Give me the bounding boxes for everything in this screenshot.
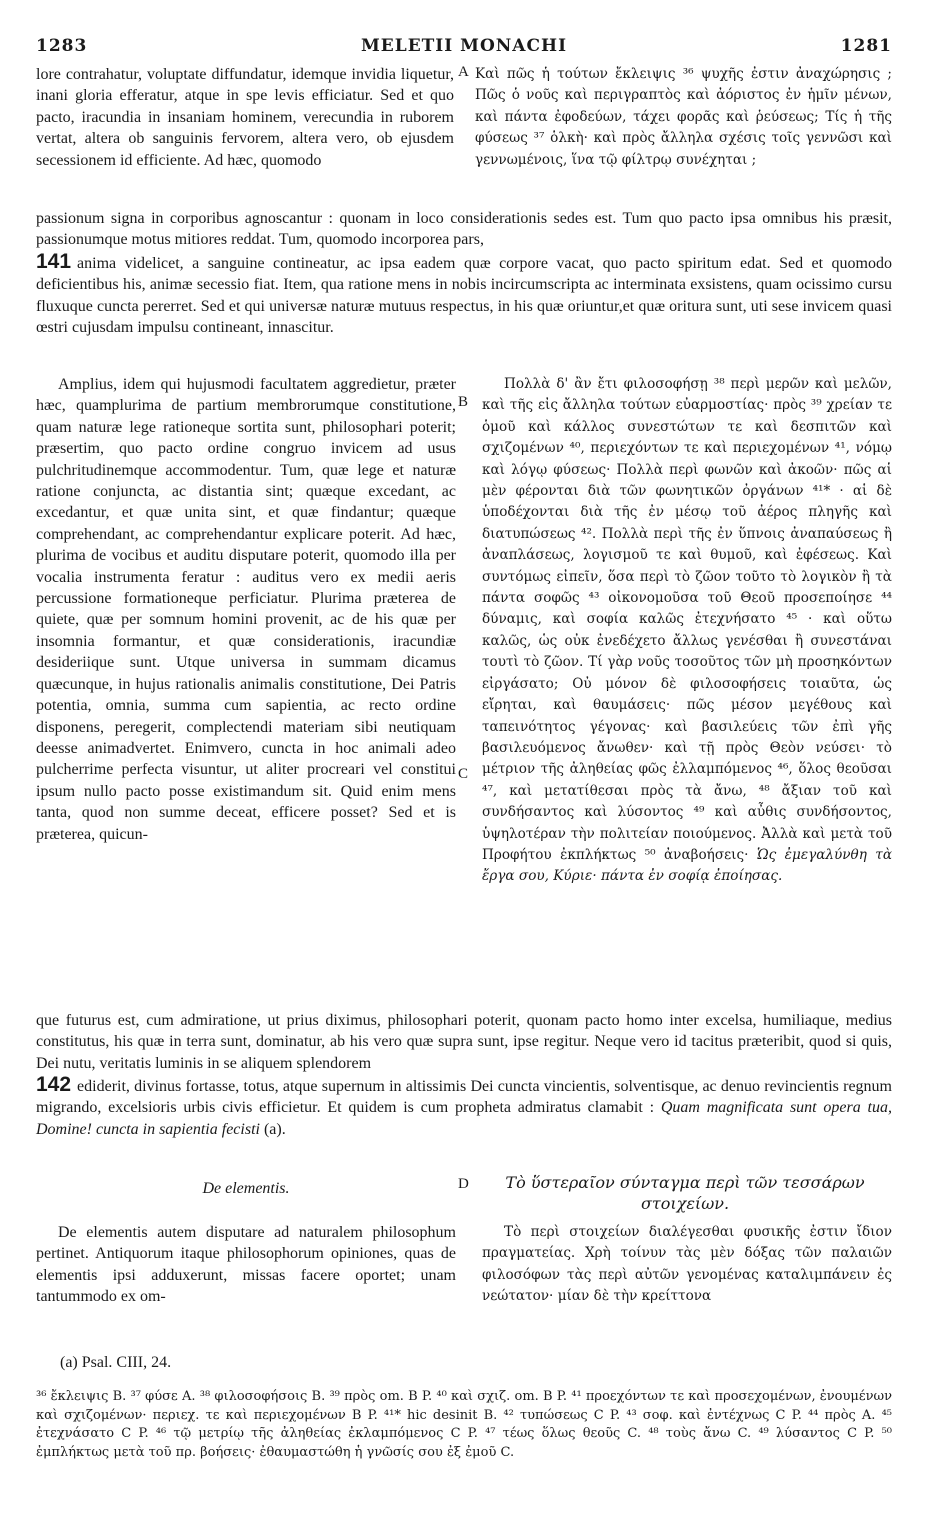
greek-text-section: Τὸ περὶ στοιχείων διαλέγεσθαι φυσικῆς ἐστιν ἴδιον πραγματείας. Χρὴ τοίνυν τὰς μὲν δόξας τῶν παλαιῶν φιλοσόφων τὰς περὶ αὐτῶν γενομένας καταλιμπάνειν ἐς νεώτατον· μίαν δὲ τὴν κρείττονα <box>482 1224 892 1305</box>
latin-text-full-2a: que futurus est, cum admiratione, ut prius diximus, philosophari poterit, quonam pacto homo inter excelsa, humiliaque, medius constitutus, his quæ in terra sunt, dominatur, ab his vero quæ supra sunt, ipse regitur. Neque vero id tacitus præteribit, quod si quis, Dei nutu, veritatis luminis in se aliquem splendorem <box>36 1012 892 1072</box>
greek-psalm-quote: Ὡς ἐμεγαλύνθη τὰ ἔργα σου, Κύριε· πάντα ἐν σοφίᾳ ἐποίησας. <box>482 846 892 885</box>
section-heading-greek: Τὸ ὕστεραῖον σύνταγμα περὶ τῶν τεσσάρων στοιχείων. <box>505 1173 865 1213</box>
margin-letter-d: D <box>458 1176 469 1192</box>
column-number-142: 142 <box>36 1073 72 1096</box>
column-number-141: 141 <box>36 250 72 273</box>
critical-apparatus: ³⁶ ἔκλειψις B. ³⁷ φύσε A. ³⁸ φιλοσοφήσοις B. ³⁹ πρὸς om. B P. ⁴⁰ καὶ σχιζ. om. B P. ⁴¹ προεχόντων τε καὶ προσεχομένων, ἐνουμένων καὶ σχιζομένων· περιεχ. τε καὶ περιεχομένων B P. ⁴¹* hic desinit B. ⁴² τυπώσεως C P. ⁴³ σοφ. καὶ ἐντέχνως C P. ⁴⁴ πρὸς A. ⁴⁵ ἐτεχνάσατο C P. ⁴⁶ τῷ μετρίῳ τῆς ἀληθείας ἐκλαμπόμενος C P. ⁴⁷ τέως ὅλως θεοῦς C. ⁴⁸ τοὺς ἄνω C. ⁴⁹ λύσαντος C P. ⁵⁰ ἐμπλήκτως μετὰ τοῦ πρ. βοήσεις· ἐθαυμαστώθη ἡ γνῶσίς σου ἐξ ἐμοῦ C. <box>36 1389 892 1460</box>
latin-text-full-2b <box>36 1074 892 1140</box>
latin-psalm-quote: Quam magnificata sunt opera tua, Domine! cuncta in sapientia fecisti <box>36 1099 892 1138</box>
latin-text-full-2b-body: ediderit, divinus fortasse, totus, atque supernum in altissimis Dei cuncta vincientis, solventisque, ac denuo revincientis regnum migrando, excelsioris urbis civis efficietur. Et quidem is cum propheta admiratus clamabit : <box>36 1078 892 1117</box>
latin-text-top: lore contrahatur, voluptate diffundatur, idemque invidia liquetur, inani gloria efferatur, atque in spe levis efficiatur. Sed et quo pacto, iracundia in insaniam hominem, verecundia in ruborem vertat, altera ob sanguinis fervorem, altera vero, ob ejusdem secessionem id efficiente. Ad hæc, quomodo <box>36 66 454 169</box>
greek-text-top: Καὶ πῶς ἡ τούτων ἔκλειψις ³⁶ ψυχῆς ἐστιν ἀναχώρησις ; Πῶς ὁ νοῦς καὶ περιγραπτὸς καὶ ἀόριστος ἐν ἡμῖν μένων, καὶ πάντα ἐφοδεύων, τάχει φορᾶς καὶ ῥεύσεως; Τίς ἡ τῆς φύσεως ³⁷ ὁλκὴ· καὶ πρὸς ἄλληλα σχέσις τοῖς γεννῶσι καὶ γεννωμένοις, ἵνα τῷ φίλτρῳ συνέχηται ; <box>475 66 892 168</box>
margin-letter-b: B <box>458 394 469 410</box>
latin-text-full-1b <box>36 251 892 339</box>
latin-text-full-1b-body: anima videlicet, a sanguine contineatur, ac ipsa eadem quæ corpore vacat, quo pacto spiritum edat. Sed et quomodo deficientibus his, animæ secessio fiat. Item, qua ratione mens in nobis incircumscripta ac interminata exsistens, quam ocissimo cursu fluxuque cuncta pererret. Sed et qui universæ naturæ mutuus respectus, in his quæ oriuntur,et quæ oritura sunt, uti sese invicem quasi œstri cujusdam impulsu contineant, innascitur. <box>36 255 892 337</box>
page-number-right: 1281 <box>840 36 892 56</box>
latin-quote-footnote-ref: (a). <box>263 1120 286 1138</box>
footnote-scripture-reference: (a) Psal. CIII, 24. <box>60 1354 172 1371</box>
margin-letter-c: C <box>458 766 469 782</box>
latin-text-full-1a: passionum signa in corporibus agnoscantur : quonam in loco considerationis sedes est. Tum quo pacto ipsa omnibus his præsit, passionumque motus mitiores reddat. Tum, quomodo incorporea pars, <box>36 210 892 249</box>
page-number-left: 1283 <box>36 36 88 56</box>
greek-text-p2 <box>482 374 892 888</box>
margin-letter-a: A <box>458 64 469 80</box>
page-header <box>36 36 892 58</box>
greek-text-p2-body: Πολλὰ δ' ἂν ἔτι φιλοσοφήσῃ ³⁸ περὶ μερῶν καὶ μελῶν, καὶ τῆς εἰς ἄλληλα τούτων εὐαρμοστίας· πρὸς ³⁹ χρείαν τε ὁμοῦ καὶ κάλλος συνεστώτων τε καὶ δεσπιτῶν καὶ σχιζομένων ⁴⁰, περιεχόντων τε καὶ περιεχομένων ⁴¹, νόμῳ καὶ λόγῳ φύσεως· Πολλὰ περὶ φωνῶν καὶ ἀκοῶν· πῶς αἱ μὲν φέρονται διὰ τῶν φωνητικῶν ὀργάνων ⁴¹* · αἱ δὲ ὑποδέχονται διὰ τῆς ἐν μέσῳ τοῦ ἀέρος πληγῆς καὶ διατυπώσεως ⁴². Πολλὰ περὶ τῆς ἐν ὕπνοις ἀναπαύσεως ἢ ἀναπλάσεως, λογισμοῦ τε καὶ θυμοῦ, καὶ ἐφέσεως. Καὶ συντόμως εἰπεῖν, ὅσα περὶ τὸ ζῶον τοῦτο τὸ λογικὸν ἢ τὰ πάντα σοφῶς ⁴³ οἰκονομοῦσα τοῦ Θεοῦ προσεποίησε ⁴⁴ δύναμις, καὶ σοφία καλῶς ἐτεχνήσατο ⁴⁵ · καὶ οὕτω καλῶς, ὡς οὐκ ἐνεδέχετο ἄλλως γενέσθαι ἢ συνεστάναι τουτὶ τὸ ζῶον. Τί γὰρ νοῦς τοσοῦτος τῶν μὴ προσηκόντων εἰργάσατο; Οὐ μόνον δὲ φιλοσοφήσεις τοιαῦτα, ὡς εἴρηται, καὶ θαυμάσεις· πῶς μέσον μεγέθους καὶ ταπεινότητος γέγονας· καὶ βασιλεύεις τῶν ἐπὶ γῆς βασιλευόμενος ἄνωθεν· καὶ τῇ πρὸς Θεὸν νεύσει· τὸ μέτριον τῆς ἀληθείας φῶς ἐλλαμπόμενος ⁴⁶, ὅλος θεοῦσαι ⁴⁷, καὶ μετατίθεσαι πρὸς τὰ ἄνω, ⁴⁸ ἄξιαν τοῦ καὶ συνδήσαντος καὶ λύσοντος ⁴⁹ καὶ αὖθις συνδήσοντος, ὑψηλοτέραν τὴν πολιτείαν ποιούμενος. Ἀλλὰ καὶ μετὰ τοῦ Προφήτου ἐκπλήκτως ⁵⁰ ἀναβοήσεις· <box>482 376 892 863</box>
latin-text-p2: Amplius, idem qui hujusmodi facultatem aggredietur, præter hæc, quamplurima de partium membrorumque constitutione, quam naturæ lege rationeque sortita sunt, philosophari poterit; præsertim, quo pacto ordine congruo invicem ad usus pulchritudinemque accommodentur. Tum, quæ lege et naturæ ratione conjuncta, ac distantia sint; quæque excedant, ac excedantur, et quæ unita sint, et quæ findantur; quæque comprehendant, ac comprehendantur explicare poterit. Ad hæc, plurima de vocibus et auditu disputare poterit, quomodo illa per vocalia instrumenta feratur : auditus vero ex medii aeris percussione formationeque perficiatur. Plurima præterea de quiete, quæ per somnum homini provenit, ac de his quæ per insomnia formantur, et quæ considerationis, iracundiæ desideriique sunt. Utque universa in summam dicamus quæcunque, in hujus rationalis animalis constitutione, Dei Patris potentia, omnia, summa cum sapientia, ac recto ordine disponens, peregerit, complectendi materiam sibi neutiquam deesse animadvertet. Enimvero, cuncta in hoc animali adeo pulcherrime perfecta visuntur, ut aliter procreari vel constitui ipsum nullo pacto posse existimandum sit. Quid enim mens tanta, quod non summe deceat, efficere posset? Sed et is præterea, quicun- <box>36 376 456 843</box>
latin-text-section: De elementis autem disputare ad naturalem philosophum pertinet. Antiquorum itaque philosophorum opiniones, quas de elementis ipsi adduxerunt, missas facere oportet; unam tantummodo ex om- <box>36 1224 456 1306</box>
section-heading-latin: De elementis. <box>202 1180 290 1197</box>
running-title: MELETII MONACHI <box>360 36 568 56</box>
